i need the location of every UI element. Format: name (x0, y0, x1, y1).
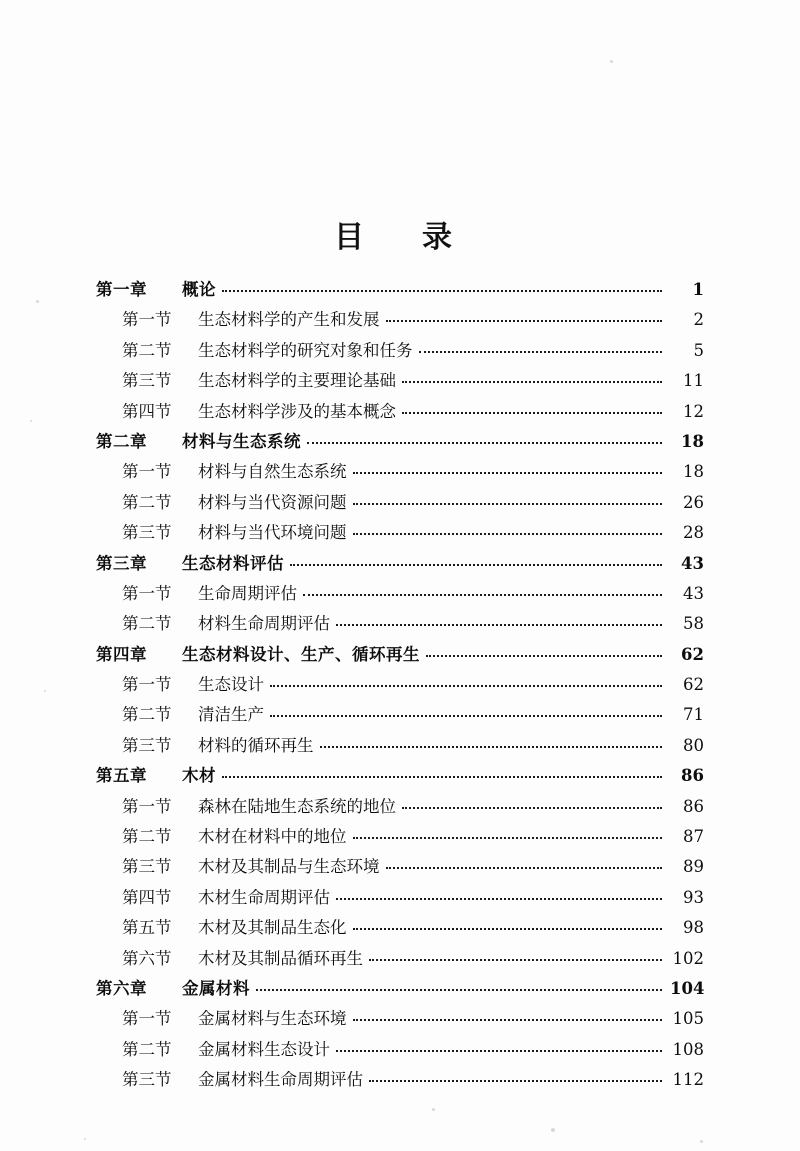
toc-entry-number: 第二节 (122, 492, 172, 512)
leader-dots (369, 1080, 662, 1082)
toc-entry[interactable] (96, 367, 704, 397)
toc-entry[interactable] (96, 671, 704, 701)
toc-entry-label: 木材及其制品循环再生 (198, 948, 363, 968)
leader-dots (402, 381, 662, 383)
table-of-contents (96, 276, 704, 1097)
toc-entry-label: 生态材料学涉及的基本概念 (198, 401, 396, 421)
toc-entry-page: 86 (681, 766, 704, 786)
toc-entry[interactable] (96, 793, 704, 823)
toc-entry-label: 生态材料评估 (182, 553, 284, 573)
toc-entry-number: 第四章 (96, 644, 147, 664)
toc-entry-page: 93 (683, 887, 704, 907)
toc-entry[interactable] (96, 853, 704, 883)
leader-dots (270, 715, 662, 717)
leader-dots (369, 959, 662, 961)
toc-entry-label: 材料生命周期评估 (198, 614, 330, 634)
scan-speck (30, 420, 32, 422)
toc-entry-label: 木材生命周期评估 (198, 887, 330, 907)
toc-entry-number: 第二节 (122, 340, 172, 360)
toc-entry[interactable] (96, 398, 704, 428)
toc-entry[interactable] (96, 306, 704, 336)
toc-entry-label: 材料与自然生态系统 (198, 462, 347, 482)
toc-entry-page: 105 (672, 1009, 704, 1029)
toc-entry-number: 第五章 (96, 766, 147, 786)
scan-speck (551, 1128, 555, 1132)
leader-dots (336, 898, 662, 900)
leader-dots (353, 503, 663, 505)
toc-entry-number: 第四节 (122, 401, 172, 421)
toc-entry[interactable] (96, 1005, 704, 1035)
leader-dots (353, 928, 663, 930)
toc-entry-number: 第三节 (122, 857, 172, 877)
toc-entry[interactable] (96, 975, 704, 1005)
toc-entry[interactable] (96, 337, 704, 367)
leader-dots (270, 685, 662, 687)
toc-entry[interactable] (96, 762, 704, 792)
toc-entry-number: 第三章 (96, 553, 147, 573)
toc-entry[interactable] (96, 914, 704, 944)
toc-entry-page: 89 (683, 857, 704, 877)
toc-entry-page: 87 (683, 827, 704, 847)
toc-entry-label: 材料的循环再生 (198, 735, 314, 755)
leader-dots (222, 290, 662, 292)
toc-entry-number: 第一节 (122, 675, 172, 695)
toc-entry-page: 2 (693, 310, 704, 330)
toc-entry[interactable] (96, 458, 704, 488)
leader-dots (256, 989, 662, 991)
scan-speck (432, 1108, 435, 1111)
toc-entry[interactable] (96, 701, 704, 731)
scan-speck (700, 1140, 703, 1143)
leader-dots (426, 655, 662, 657)
toc-entry-label: 生态材料学的产生和发展 (198, 310, 380, 330)
toc-entry-page: 86 (683, 796, 704, 816)
toc-entry-number: 第六节 (122, 948, 172, 968)
toc-entry-number: 第三节 (122, 1070, 172, 1090)
toc-entry-number: 第一节 (122, 462, 172, 482)
toc-entry-page: 102 (672, 948, 704, 968)
leader-dots (402, 412, 662, 414)
toc-entry-number: 第三节 (122, 735, 172, 755)
toc-entry-page: 18 (681, 431, 704, 451)
toc-entry-page: 62 (683, 675, 704, 695)
leader-dots (307, 442, 662, 444)
toc-entry[interactable] (96, 823, 704, 853)
toc-entry[interactable] (96, 641, 704, 671)
toc-entry-label: 金属材料与生态环境 (198, 1009, 347, 1029)
toc-entry-number: 第一章 (96, 280, 147, 299)
toc-entry-page: 43 (681, 553, 704, 573)
scan-speck (84, 1138, 86, 1140)
toc-entry[interactable] (96, 1036, 704, 1066)
leader-dots (303, 594, 662, 596)
toc-entry[interactable] (96, 550, 704, 580)
toc-entry-page: 18 (683, 462, 704, 482)
toc-entry-label: 木材及其制品生态化 (198, 918, 347, 938)
toc-entry-label: 金属材料生态设计 (198, 1039, 330, 1059)
toc-entry-label: 材料与当代环境问题 (198, 523, 347, 543)
toc-entry-label: 生态材料设计、生产、循环再生 (182, 644, 420, 664)
leader-dots (386, 320, 663, 322)
toc-entry-number: 第二节 (122, 1039, 172, 1059)
toc-entry-number: 第三节 (122, 371, 172, 391)
leader-dots (336, 624, 662, 626)
leader-dots (320, 746, 663, 748)
toc-entry-number: 第一节 (122, 796, 172, 816)
toc-entry[interactable] (96, 1066, 704, 1096)
toc-entry-page: 28 (683, 523, 704, 543)
leader-dots (222, 776, 662, 778)
leader-dots (290, 564, 662, 566)
toc-entry-page: 58 (683, 614, 704, 634)
toc-entry-page: 43 (683, 583, 704, 603)
leader-dots (353, 837, 663, 839)
toc-entry-label: 生态材料学的研究对象和任务 (198, 340, 413, 360)
leader-dots (336, 1050, 662, 1052)
leader-dots (353, 1019, 663, 1021)
leader-dots (353, 533, 663, 535)
toc-entry-number: 第一节 (122, 1009, 172, 1029)
scan-speck (610, 60, 613, 63)
toc-entry-number: 第二章 (96, 431, 147, 451)
toc-entry-label: 材料与生态系统 (182, 431, 301, 451)
toc-entry-label: 生态材料学的主要理论基础 (198, 371, 396, 391)
toc-entry-page: 26 (683, 492, 704, 512)
toc-entry[interactable] (96, 519, 704, 549)
toc-entry-label: 生命周期评估 (198, 583, 297, 603)
toc-entry-label: 木材 (182, 766, 216, 786)
toc-entry-number: 第三节 (122, 523, 172, 543)
toc-entry-label: 金属材料生命周期评估 (198, 1070, 363, 1090)
leader-dots (419, 351, 663, 353)
toc-entry-page: 71 (683, 705, 704, 725)
toc-entry-page: 108 (672, 1039, 704, 1059)
leader-dots (402, 807, 662, 809)
toc-entry[interactable] (96, 276, 704, 306)
toc-entry-page: 98 (683, 918, 704, 938)
leader-dots (353, 472, 663, 474)
toc-entry-label: 森林在陆地生态系统的地位 (198, 796, 396, 816)
scan-speck (44, 690, 46, 692)
page-title: 目 录 (334, 220, 466, 255)
leader-dots (386, 867, 663, 869)
toc-entry-label: 材料与当代资源问题 (198, 492, 347, 512)
toc-entry[interactable] (96, 732, 704, 762)
scan-speck (36, 300, 39, 303)
toc-entry-label: 生态设计 (198, 675, 264, 695)
toc-entry-page: 11 (683, 371, 704, 391)
toc-entry-page: 12 (683, 401, 704, 421)
toc-entry-label: 金属材料 (182, 978, 250, 998)
toc-entry-label: 木材及其制品与生态环境 (198, 857, 380, 877)
toc-entry[interactable] (96, 884, 704, 914)
toc-entry-number: 第一节 (122, 583, 172, 603)
toc-entry-number: 第二节 (122, 705, 172, 725)
toc-entry-label: 木材在材料中的地位 (198, 827, 347, 847)
toc-entry-number: 第四节 (122, 887, 172, 907)
toc-entry[interactable] (96, 945, 704, 975)
toc-entry[interactable] (96, 428, 704, 458)
toc-entry[interactable] (96, 580, 704, 610)
toc-entry-number: 第一节 (122, 310, 172, 330)
toc-entry[interactable] (96, 489, 704, 519)
toc-entry[interactable] (96, 610, 704, 640)
toc-entry-page: 62 (681, 644, 704, 664)
toc-entry-number: 第二节 (122, 614, 172, 634)
toc-entry-page: 104 (670, 978, 705, 998)
toc-entry-page: 1 (692, 280, 704, 299)
toc-entry-number: 第二节 (122, 827, 172, 847)
toc-entry-label: 清洁生产 (198, 705, 264, 725)
toc-entry-page: 112 (672, 1070, 704, 1090)
toc-entry-number: 第五节 (122, 918, 172, 938)
toc-entry-page: 80 (683, 735, 704, 755)
toc-entry-number: 第六章 (96, 978, 147, 998)
toc-entry-page: 5 (693, 340, 704, 360)
toc-entry-label: 概论 (182, 280, 216, 299)
